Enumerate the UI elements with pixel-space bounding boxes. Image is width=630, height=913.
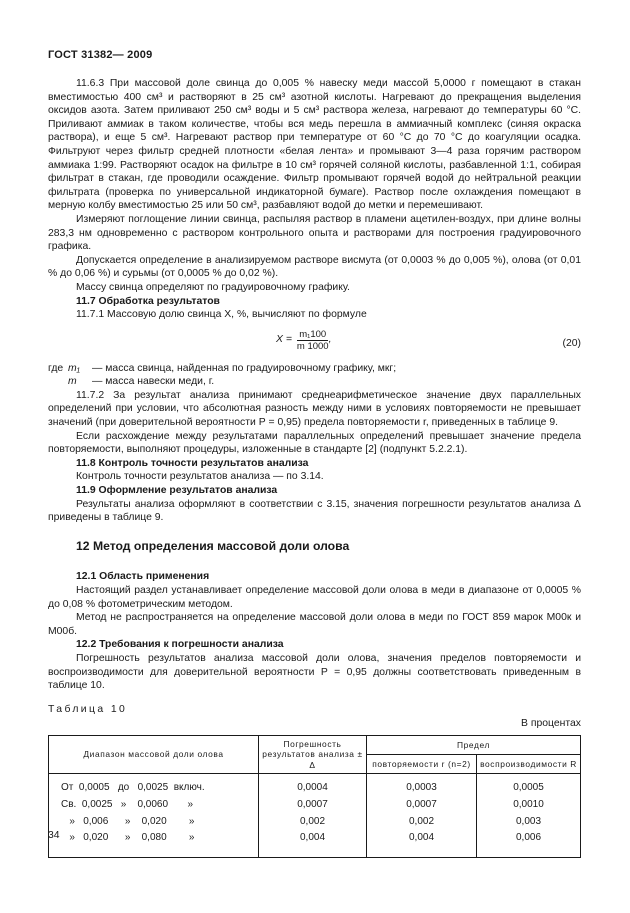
cell-error: 0,0007 xyxy=(259,797,367,814)
header-reproducibility: воспроизводимости R xyxy=(477,755,581,774)
cell-range: » 0,006 » 0,020 » xyxy=(49,813,259,830)
legend-text: — масса навески меди, г. xyxy=(92,376,215,388)
cell-range: » 0,020 » 0,080 » xyxy=(49,830,259,858)
paragraph-11-8: Контроль точности результатов анализа — по 3.14. xyxy=(76,471,324,483)
table-row xyxy=(49,830,581,858)
section-12-title: 12 Метод определения массовой доли олова xyxy=(76,538,350,553)
table-caption: Таблица 10 xyxy=(48,703,128,715)
document-header: ГОСТ 31382— 2009 xyxy=(48,49,153,61)
table-10 xyxy=(48,735,581,858)
heading-11-8: 11.8 Контроль точности результатов анализа xyxy=(76,457,309,469)
paragraph-11-9: Результаты анализа оформляют в соответствии с 3.15, значения погрешности результатов анализа Δ приведены в таблице 9. xyxy=(48,498,581,524)
formula-lhs: X = xyxy=(276,334,292,346)
paragraph-11-6-3: 11.6.3 При массовой доле свинца до 0,005 % навеску меди массой 5,0000 г помещают в стакан вместимостью 400 см³ и растворяют в 25 см³ азотной кислоты. Нагревают до прекращения выделения оксидов азота. Затем приливают 250 см³ воды и 5 см³ раствора железа, нагревают до температуры 60 °С. Приливают аммиак в таком количестве, чтобы вся медь перешла в аммиачный комплекс (синяя окраска раствора), и еще 5 см³. Нагревают раствор при температуре от 60 °С до 70 °С до коагуляции осадка. Фильтруют через фильтр средней плотности «белая лента» и промывают 3—4 раза горячим раствором аммиака 1:99. Растворяют осадок на фильтре в 10 см³ горячей соляной кислоты, разбавленной 1:1, собирая фильтрат в стакан, где проводили осаждение. Фильтр промывают горячей водой до нейтральной реакции фильтрата (проверка по универсальной индикаторной бумаге). Раствор после охлаждения помещают в мерную колбу вместимостью 25 или 50 см³, разбавляют водой до метки и перемешивают. xyxy=(48,78,581,212)
legend-row xyxy=(48,362,581,376)
cell-repeatability: 0,002 xyxy=(367,813,477,830)
paragraph-mass: Массу свинца определяют по градуировочному графику. xyxy=(76,281,350,293)
header-limit: Предел xyxy=(367,735,581,754)
formula-numerator: m₁100 xyxy=(299,328,327,340)
paragraph-absorption: Измеряют поглощение линии свинца, распыляя раствор в пламени ацетилен-воздух, при длине волны 283,3 нм одновременно с раствором контрольного опыта и растворами для построения градуировочного графика. xyxy=(48,213,581,253)
cell-reproducibility: 0,0010 xyxy=(477,797,581,814)
table-row xyxy=(49,797,581,814)
paragraph-12-1-scope: Настоящий раздел устанавливает определение массовой доли олова в меди в диапазоне от 0,0005 % до 0,08 % фотометрическим методом. xyxy=(48,585,581,610)
paragraph-discrepancy: Если расхождение между результатами параллельных определений превышает значение предела повторяемости, выполняют процедуры, изложенные в стандарте [2] (подпункт 5.2.2.1). xyxy=(48,430,581,456)
paragraph-allowed: Допускается определение в анализируемом растворе висмута (от 0,0003 % до 0,005 %), олова (от 0,01 % до 0,06 %) и сурьмы (от 0,0005 % до 0,02 %). xyxy=(48,254,581,280)
cell-range: От 0,0005 до 0,0025 включ. xyxy=(49,774,259,797)
cell-reproducibility: 0,006 xyxy=(477,830,581,858)
legend-lead: где xyxy=(48,362,64,374)
legend-text: — масса свинца, найденная по градуировочному графику, мкг; xyxy=(92,362,397,374)
legend-lead xyxy=(48,375,68,389)
paragraph-11-7-2: 11.7.2 За результат анализа принимают среднеарифметическое значение двух параллельных определений при условии, что абсолютная разность между ними в условиях повторяемости не превышает значений (при доверительной вероятности Р = 0,95) предела повторяемости r, приведенных в таблице 9. xyxy=(48,389,581,429)
cell-reproducibility: 0,0005 xyxy=(477,774,581,797)
cell-error: 0,0004 xyxy=(259,774,367,797)
cell-repeatability: 0,0003 xyxy=(367,774,477,797)
heading-12-2: 12.2 Требования к погрешности анализа xyxy=(76,639,284,651)
header-error: Погрешность результатов анализа ± Δ xyxy=(259,735,367,774)
formula-fraction xyxy=(297,329,329,352)
heading-11-7: 11.7 Обработка результатов xyxy=(76,295,220,307)
paragraph-12-2: Погрешность результатов анализа массовой доли олова, значения пределов повторяемости и воспроизводимости для доверительной вероятности Р = 0,95 должны соответствовать приведенным в таблице 10. xyxy=(48,652,581,692)
paragraph-11-7-1: 11.7.1 Массовую долю свинца Х, %, вычисляют по формуле xyxy=(76,309,367,321)
formula-tail: , xyxy=(328,334,332,346)
page-content xyxy=(48,77,581,858)
formula-denominator: m 1000 xyxy=(296,340,329,352)
table-row xyxy=(49,774,581,797)
cell-repeatability: 0,004 xyxy=(367,830,477,858)
formula-body xyxy=(276,329,331,352)
cell-error: 0,002 xyxy=(259,813,367,830)
table-units: В процентах xyxy=(521,718,581,730)
page-number: 34 xyxy=(48,830,60,841)
heading-12-1: 12.1 Область применения xyxy=(76,571,210,583)
table-row xyxy=(49,813,581,830)
cell-repeatability: 0,0007 xyxy=(367,797,477,814)
heading-11-9: 11.9 Оформление результатов анализа xyxy=(76,485,278,497)
legend-symbol: m₁ xyxy=(68,362,80,374)
legend-row xyxy=(48,375,581,389)
formula-20 xyxy=(48,326,581,362)
equation-number: (20) xyxy=(562,337,581,349)
cell-reproducibility: 0,003 xyxy=(477,813,581,830)
cell-error: 0,004 xyxy=(259,830,367,858)
header-repeatability: повторяемости r (n=2) xyxy=(367,755,477,774)
cell-range: Св. 0,0025 » 0,0060 » xyxy=(49,797,259,814)
paragraph-12-1-exclusion: Метод не распространяется на определение массовой доли олова в меди по ГОСТ 859 марок М00к и М00б. xyxy=(48,612,581,637)
legend-symbol: m xyxy=(68,376,77,388)
header-range: Диапазон массовой доли олова xyxy=(49,735,259,774)
